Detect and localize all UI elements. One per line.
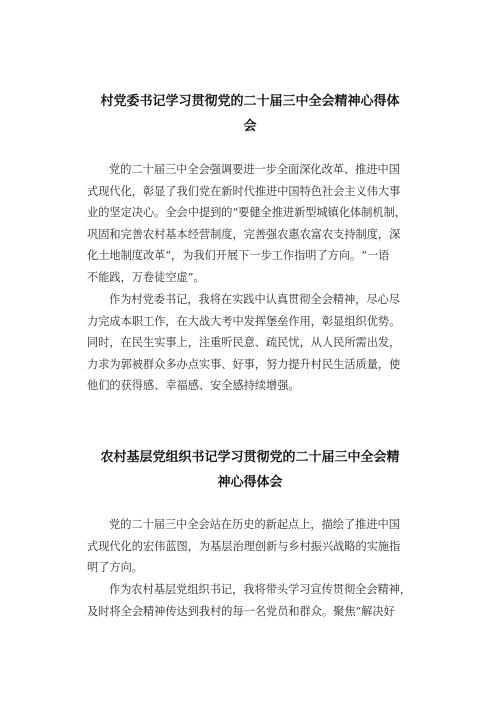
text-line: 作为村党委书记，我将在实践中认真贯彻全会精神，尽心尽 <box>109 293 400 306</box>
text-line: 作为农村基层党组织书记，我将带头学习宣传贯彻全会精神， <box>109 583 412 596</box>
section-1-title <box>60 89 440 139</box>
text-line: 同时，在民生实事上，注重听民意、疏民忧，从人民所需出发， <box>87 336 401 350</box>
text-line: 党的二十届三中全会站在历史的新起点上，描绘了推进中国 <box>109 518 400 531</box>
text-line: 化土地制度改革“，为我们开展下一步工作指明了方向。“一语 <box>87 249 390 263</box>
text-line: 式现代化，彰显了我们党在新时代推进中国特色社会主义伟大事 <box>87 184 401 198</box>
text-line: 力求为郭被群众多办点实事、好事，努力提升村民生活质量，使 <box>87 357 401 371</box>
section-1-title-line: 村党委书记学习贯彻党的二十届三中全会精神心得体 <box>100 94 400 109</box>
text-line: 明了方向。 <box>87 561 143 575</box>
section-1-paragraph-1 <box>87 159 432 289</box>
section-2-title <box>60 445 440 495</box>
text-line: 业的坚定决心。全会中提到的“要健全推进新型城镇化体制机制， <box>87 206 406 220</box>
section-2-title-line: 农村基层党组织书记学习贯彻党的二十届三中全会精 <box>100 450 400 465</box>
section-2-paragraph-2 <box>87 579 432 622</box>
text-line: 式现代化的宏伟蓝图，为基层治理创新与乡村振兴战略的实施指 <box>87 539 401 553</box>
section-2-title-line: 神心得体会 <box>217 475 283 490</box>
text-line: 力完成本职工作，在大战大考中发挥堡垒作用，彰显组织优势。 <box>87 314 401 328</box>
text-line: 巩固和完善农村基本经营制度，完善强农惠农富农支持制度，深 <box>87 227 401 241</box>
section-2-paragraph-1 <box>87 514 432 579</box>
section-1-paragraph-2 <box>87 289 432 397</box>
text-line: 不能践，万卷徒空虚”。 <box>87 270 205 284</box>
section-1-title-line: 会 <box>243 119 257 134</box>
text-line: 及时将全会精神传达到我村的每一名党员和群众。聚焦“解决好 <box>87 604 395 618</box>
text-line: 党的二十届三中全会强调要进一步全面深化改革、推进中国 <box>109 163 400 176</box>
text-line: 他们的获得感、幸福感、安全感持续增强。 <box>87 379 300 393</box>
